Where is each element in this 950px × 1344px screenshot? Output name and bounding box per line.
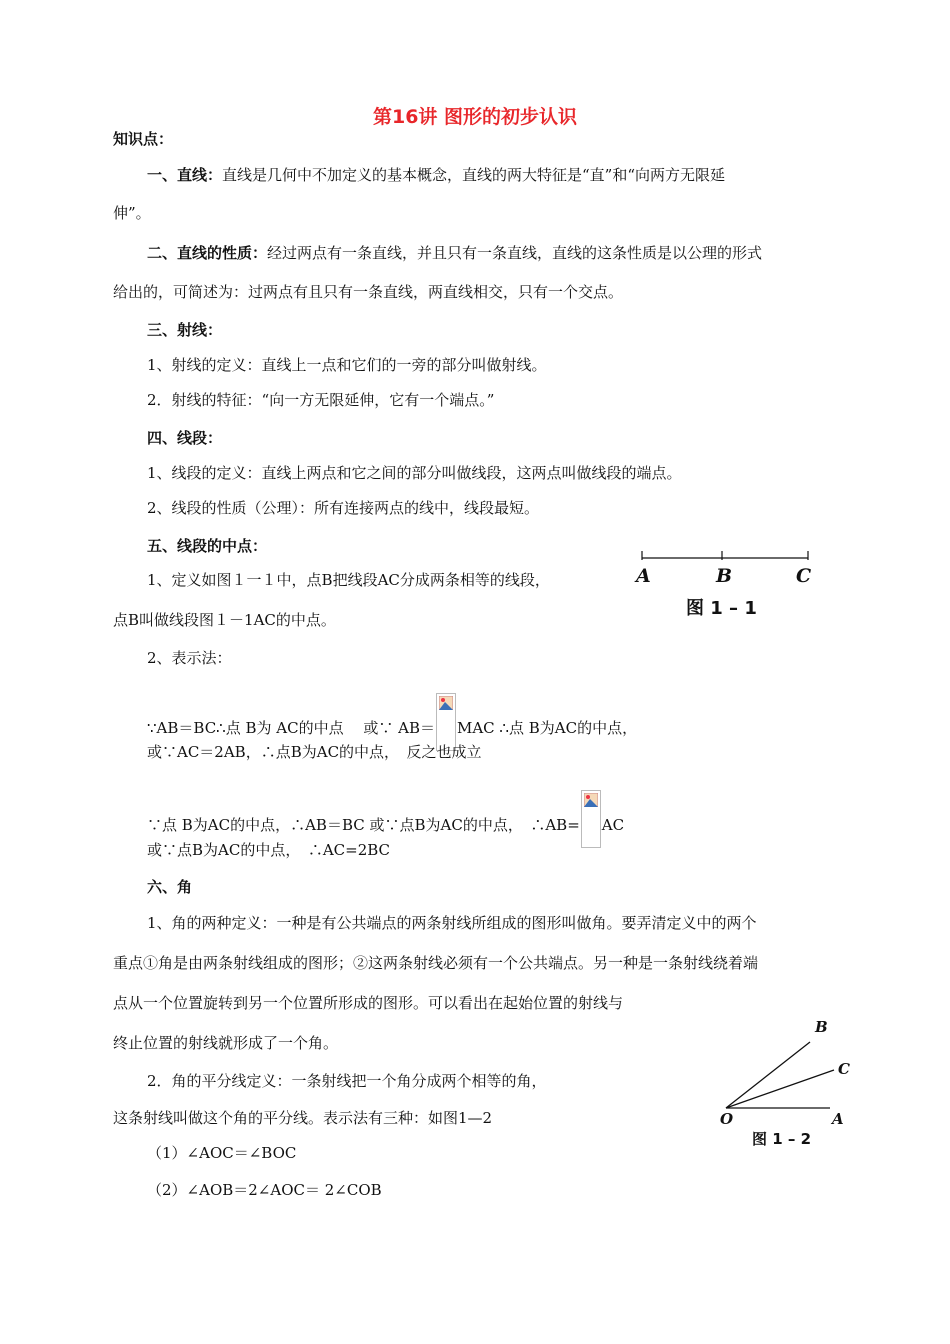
section-line-2	[147, 243, 762, 263]
point-label-o: O	[720, 1110, 734, 1128]
paragraph-text: 点B叫做线段图１－1AC的中点。	[113, 611, 336, 629]
figure-caption: 图 1 – 1	[686, 598, 757, 619]
page-title: 第16讲 图形的初步认识	[372, 106, 578, 128]
paragraph-text: 2．角的平分线定义：一条射线把一个角分成两个相等的角，	[147, 1072, 547, 1090]
figure-1-2	[712, 1010, 862, 1150]
paragraph-text: 1、线段的定义：直线上两点和它之间的部分叫做线段，这两点叫做线段的端点。	[147, 464, 682, 482]
paragraph-text: 伸”。	[113, 204, 151, 222]
paragraph-text: 直线是几何中不加定义的基本概念，直线的两大特征是“直”和“向两方无限延	[222, 166, 726, 184]
section-line-1	[147, 165, 725, 185]
formula-text: ∵点 B为AC的中点，∴AB＝BC 或∵点B为AC的中点， ∴AB=	[147, 816, 580, 834]
section-label: 四、线段：	[147, 429, 223, 447]
formula-text: MAC ∴点 B为AC的中点，	[456, 719, 638, 737]
ray-ob	[726, 1042, 810, 1108]
point-label-c: C	[796, 565, 812, 587]
point-label-c: C	[838, 1060, 850, 1078]
section-label: 一、直线：	[147, 166, 223, 184]
section-label: 六、角	[147, 878, 193, 896]
section-label: 五、线段的中点：	[147, 537, 268, 555]
paragraph-text: 1、射线的定义：直线上一点和它们的一旁的部分叫做射线。	[147, 356, 547, 374]
figure-1-1	[630, 548, 820, 623]
point-label-a: A	[636, 565, 651, 587]
formula-line-4: 或∵点B为AC的中点， ∴AC=2BC	[147, 841, 391, 859]
paragraph-text: 经过两点有一条直线，并且只有一条直线，直线的这条性质是以公理的形式	[267, 244, 763, 262]
knowledge-heading: 知识点：	[113, 130, 174, 148]
paragraph-text: 2、线段的性质（公理）：所有连接两点的线中，线段最短。	[147, 499, 540, 517]
paragraph-text: 1、角的两种定义：一种是有公共端点的两条射线所组成的图形叫做角。要弄清定义中的两个	[147, 914, 757, 932]
section-label: 三、射线：	[147, 321, 223, 339]
point-label-a: A	[832, 1110, 844, 1128]
figure-caption: 图 1 – 2	[752, 1130, 812, 1148]
paragraph-text: （2）∠AOB＝2∠AOC＝ 2∠COB	[147, 1181, 382, 1199]
fraction-image-icon	[581, 790, 601, 848]
paragraph-text: （1）∠AOC＝∠BOC	[147, 1144, 297, 1162]
point-label-b: B	[815, 1018, 828, 1036]
point-label-b: B	[716, 565, 733, 587]
paragraph-text: 重点①角是由两条射线组成的图形；②这两条射线必须有一个公共端点。另一种是一条射线绕着端	[113, 954, 759, 972]
formula-line-2: 或∵AC＝2AB，∴点B为AC的中点， 反之也成立	[147, 743, 482, 761]
paragraph-text: 点从一个位置旋转到另一个位置所形成的图形。可以看出在起始位置的射线与	[113, 994, 624, 1012]
paragraph-text: 给出的，可简述为：过两点有且只有一条直线，两直线相交，只有一个交点。	[113, 283, 624, 301]
paragraph-text: 2、表示法：	[147, 649, 232, 667]
paragraph-text: 终止位置的射线就形成了一个角。	[113, 1034, 339, 1052]
section-label: 二、直线的性质：	[147, 244, 268, 262]
paragraph-text: 2．射线的特征：“向一方无限延伸，它有一个端点。”	[147, 391, 495, 409]
ray-oc	[726, 1070, 834, 1108]
paragraph-text: 这条射线叫做这个角的平分线。表示法有三种：如图1—2	[113, 1109, 493, 1127]
formula-text: ∵AB＝BC∴点 B为 AC的中点 或∵ AB＝	[147, 719, 435, 737]
paragraph-text: 1、定义如图１一１中，点B把线段AC分成两条相等的线段，	[147, 571, 550, 589]
formula-text: AC	[601, 816, 625, 834]
